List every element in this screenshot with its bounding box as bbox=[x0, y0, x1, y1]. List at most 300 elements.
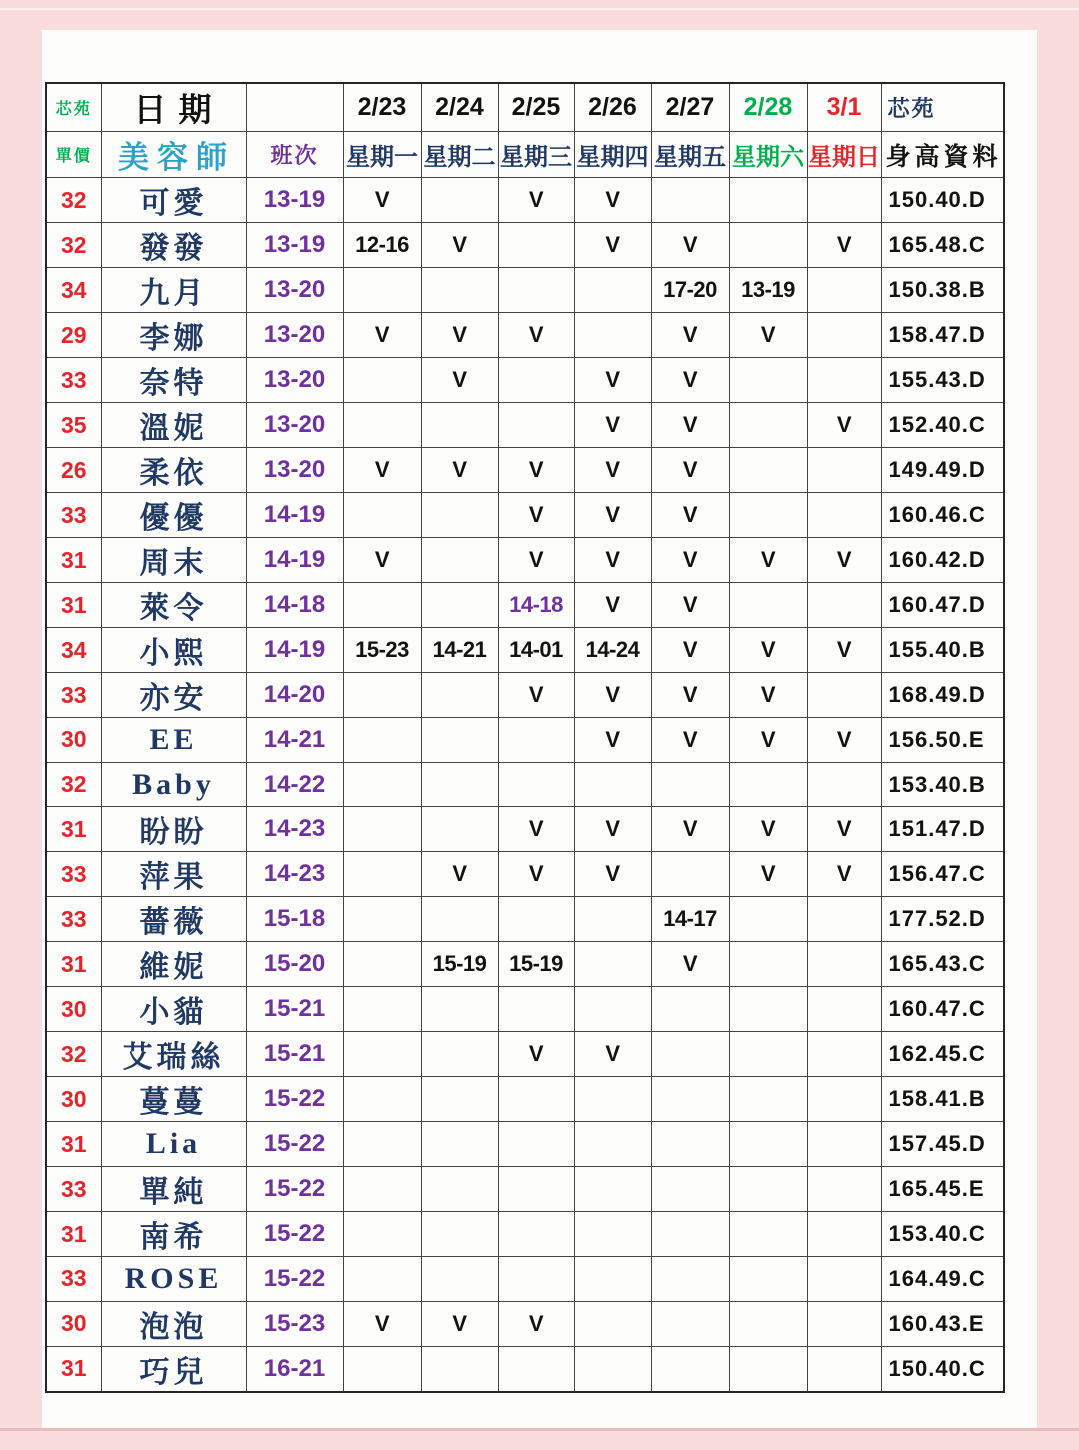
day-cell bbox=[807, 1346, 881, 1392]
price-cell: 31 bbox=[46, 583, 101, 628]
table-row bbox=[46, 538, 1004, 583]
table-row bbox=[46, 852, 1004, 897]
day-cell bbox=[807, 897, 881, 942]
day-cell bbox=[729, 1257, 807, 1302]
day-cell bbox=[343, 358, 421, 403]
day-cell bbox=[421, 268, 498, 313]
day-cell: V bbox=[807, 403, 881, 448]
price-cell: 35 bbox=[46, 403, 101, 448]
day-header: 星期四 bbox=[574, 132, 651, 178]
day-cell: V bbox=[574, 358, 651, 403]
day-cell: 15-19 bbox=[498, 942, 574, 987]
table-row bbox=[46, 1257, 1004, 1302]
day-cell: V bbox=[729, 807, 807, 852]
day-cell bbox=[498, 897, 574, 942]
day-cell: V bbox=[574, 223, 651, 268]
header-row-days bbox=[46, 132, 1004, 178]
day-cell bbox=[498, 1167, 574, 1212]
name-cell: 李娜 bbox=[101, 313, 246, 358]
name-cell: Baby bbox=[101, 762, 246, 807]
day-cell bbox=[343, 807, 421, 852]
date-cell: 2/25 bbox=[498, 83, 574, 132]
day-header: 星期三 bbox=[498, 132, 574, 178]
day-cell bbox=[343, 852, 421, 897]
day-cell bbox=[574, 987, 651, 1032]
day-cell bbox=[574, 1301, 651, 1346]
table-row bbox=[46, 1122, 1004, 1167]
price-cell: 30 bbox=[46, 1301, 101, 1346]
day-cell: V bbox=[651, 583, 729, 628]
table-body bbox=[46, 83, 1004, 1392]
day-cell: V bbox=[651, 628, 729, 673]
info-cell: 157.45.D bbox=[881, 1122, 1004, 1167]
day-cell: V bbox=[343, 178, 421, 223]
day-cell bbox=[729, 897, 807, 942]
day-cell: V bbox=[421, 448, 498, 493]
info-cell: 165.48.C bbox=[881, 223, 1004, 268]
day-cell: V bbox=[729, 538, 807, 583]
table-row bbox=[46, 628, 1004, 673]
day-cell bbox=[343, 583, 421, 628]
day-cell bbox=[343, 1257, 421, 1302]
day-cell bbox=[421, 807, 498, 852]
shift-cell: 13-20 bbox=[246, 403, 343, 448]
shift-cell: 13-19 bbox=[246, 223, 343, 268]
day-cell bbox=[498, 718, 574, 763]
table-row bbox=[46, 942, 1004, 987]
table-row bbox=[46, 403, 1004, 448]
day-cell: V bbox=[651, 942, 729, 987]
day-cell bbox=[574, 1212, 651, 1257]
price-cell: 33 bbox=[46, 897, 101, 942]
price-cell: 30 bbox=[46, 718, 101, 763]
day-cell: V bbox=[498, 1301, 574, 1346]
price-cell: 33 bbox=[46, 1257, 101, 1302]
info-cell: 155.40.B bbox=[881, 628, 1004, 673]
day-cell: V bbox=[651, 493, 729, 538]
date-cell: 2/28 bbox=[729, 83, 807, 132]
date-cell: 2/26 bbox=[574, 83, 651, 132]
day-cell bbox=[343, 268, 421, 313]
price-cell: 33 bbox=[46, 493, 101, 538]
day-cell bbox=[574, 1167, 651, 1212]
shift-header-label: 班次 bbox=[246, 132, 343, 178]
day-cell: V bbox=[651, 807, 729, 852]
day-cell: V bbox=[807, 718, 881, 763]
price-cell: 30 bbox=[46, 987, 101, 1032]
info-cell: 160.47.C bbox=[881, 987, 1004, 1032]
day-cell: V bbox=[574, 718, 651, 763]
day-cell bbox=[421, 493, 498, 538]
info-cell: 150.38.B bbox=[881, 268, 1004, 313]
day-cell: V bbox=[651, 223, 729, 268]
day-header: 星期二 bbox=[421, 132, 498, 178]
day-cell bbox=[343, 942, 421, 987]
day-cell bbox=[651, 1167, 729, 1212]
day-cell: V bbox=[574, 1032, 651, 1077]
shift-cell: 13-20 bbox=[246, 448, 343, 493]
day-cell bbox=[651, 1032, 729, 1077]
table-row bbox=[46, 673, 1004, 718]
day-cell bbox=[574, 942, 651, 987]
day-cell bbox=[498, 223, 574, 268]
day-cell: V bbox=[421, 313, 498, 358]
price-cell: 32 bbox=[46, 223, 101, 268]
day-cell bbox=[421, 1346, 498, 1392]
day-cell bbox=[343, 1346, 421, 1392]
day-cell bbox=[498, 1257, 574, 1302]
shift-cell: 14-19 bbox=[246, 493, 343, 538]
day-cell: V bbox=[421, 358, 498, 403]
name-cell: EE bbox=[101, 718, 246, 763]
table-row bbox=[46, 268, 1004, 313]
day-header: 星期六 bbox=[729, 132, 807, 178]
day-cell bbox=[574, 313, 651, 358]
price-cell: 29 bbox=[46, 313, 101, 358]
table-row bbox=[46, 1346, 1004, 1392]
day-cell bbox=[574, 897, 651, 942]
table-row bbox=[46, 718, 1004, 763]
day-cell bbox=[343, 403, 421, 448]
day-cell: V bbox=[574, 583, 651, 628]
name-cell: 九月 bbox=[101, 268, 246, 313]
day-cell bbox=[574, 268, 651, 313]
day-cell bbox=[498, 403, 574, 448]
day-cell bbox=[421, 762, 498, 807]
shift-cell: 14-23 bbox=[246, 852, 343, 897]
name-cell: 亦安 bbox=[101, 673, 246, 718]
table-row bbox=[46, 762, 1004, 807]
day-cell: V bbox=[807, 628, 881, 673]
day-cell: V bbox=[574, 178, 651, 223]
day-cell bbox=[421, 538, 498, 583]
price-cell: 33 bbox=[46, 1167, 101, 1212]
shift-cell: 15-21 bbox=[246, 1032, 343, 1077]
day-cell: V bbox=[651, 403, 729, 448]
day-cell: V bbox=[807, 538, 881, 583]
info-cell: 158.47.D bbox=[881, 313, 1004, 358]
day-cell bbox=[574, 1346, 651, 1392]
page bbox=[42, 30, 1037, 1428]
shift-cell: 13-20 bbox=[246, 358, 343, 403]
day-cell bbox=[807, 1122, 881, 1167]
date-cell: 2/24 bbox=[421, 83, 498, 132]
shift-cell: 13-20 bbox=[246, 313, 343, 358]
day-cell bbox=[421, 1077, 498, 1122]
day-cell bbox=[421, 178, 498, 223]
day-header: 星期一 bbox=[343, 132, 421, 178]
day-cell: V bbox=[729, 718, 807, 763]
shift-cell: 14-22 bbox=[246, 762, 343, 807]
day-cell: V bbox=[421, 1301, 498, 1346]
table-row bbox=[46, 583, 1004, 628]
day-cell bbox=[729, 762, 807, 807]
table-row bbox=[46, 358, 1004, 403]
table-row bbox=[46, 1077, 1004, 1122]
day-cell: V bbox=[343, 448, 421, 493]
day-cell: V bbox=[574, 852, 651, 897]
date-cell: 2/23 bbox=[343, 83, 421, 132]
price-cell: 31 bbox=[46, 807, 101, 852]
name-cell: 萊令 bbox=[101, 583, 246, 628]
day-cell bbox=[343, 673, 421, 718]
day-cell bbox=[343, 1212, 421, 1257]
day-cell bbox=[343, 1122, 421, 1167]
day-cell bbox=[574, 1077, 651, 1122]
shift-cell: 15-22 bbox=[246, 1122, 343, 1167]
day-cell bbox=[651, 1212, 729, 1257]
day-cell: V bbox=[651, 718, 729, 763]
table-row bbox=[46, 313, 1004, 358]
shift-cell: 15-22 bbox=[246, 1257, 343, 1302]
day-cell: V bbox=[498, 852, 574, 897]
day-cell bbox=[807, 583, 881, 628]
day-cell bbox=[729, 1346, 807, 1392]
day-cell: V bbox=[574, 538, 651, 583]
date-header-label: 日期 bbox=[101, 83, 246, 132]
day-cell: V bbox=[651, 313, 729, 358]
price-cell: 34 bbox=[46, 628, 101, 673]
info-cell: 152.40.C bbox=[881, 403, 1004, 448]
info-cell: 153.40.C bbox=[881, 1212, 1004, 1257]
shift-cell: 15-21 bbox=[246, 987, 343, 1032]
table-row bbox=[46, 178, 1004, 223]
day-cell: V bbox=[343, 1301, 421, 1346]
price-cell: 32 bbox=[46, 178, 101, 223]
info-cell: 177.52.D bbox=[881, 897, 1004, 942]
info-cell: 149.49.D bbox=[881, 448, 1004, 493]
info-cell: 165.45.E bbox=[881, 1167, 1004, 1212]
price-cell: 31 bbox=[46, 1122, 101, 1167]
table-row bbox=[46, 223, 1004, 268]
name-cell: 泡泡 bbox=[101, 1301, 246, 1346]
price-cell: 31 bbox=[46, 538, 101, 583]
day-cell: 15-19 bbox=[421, 942, 498, 987]
name-cell: 柔依 bbox=[101, 448, 246, 493]
shift-cell: 13-19 bbox=[246, 178, 343, 223]
day-cell bbox=[421, 583, 498, 628]
name-cell: 奈特 bbox=[101, 358, 246, 403]
day-cell bbox=[651, 178, 729, 223]
shift-cell: 14-20 bbox=[246, 673, 343, 718]
name-cell: Lia bbox=[101, 1122, 246, 1167]
table-row bbox=[46, 1301, 1004, 1346]
day-cell bbox=[807, 268, 881, 313]
info-cell: 151.47.D bbox=[881, 807, 1004, 852]
table-row bbox=[46, 897, 1004, 942]
day-cell: 14-01 bbox=[498, 628, 574, 673]
table-row bbox=[46, 1032, 1004, 1077]
day-cell: V bbox=[651, 538, 729, 583]
day-cell bbox=[498, 1077, 574, 1122]
day-cell bbox=[343, 493, 421, 538]
day-cell bbox=[421, 403, 498, 448]
day-cell bbox=[807, 493, 881, 538]
price-cell: 31 bbox=[46, 942, 101, 987]
name-cell: 單純 bbox=[101, 1167, 246, 1212]
day-cell bbox=[421, 987, 498, 1032]
name-cell: 優優 bbox=[101, 493, 246, 538]
day-cell: V bbox=[343, 538, 421, 583]
day-cell bbox=[807, 358, 881, 403]
day-cell bbox=[807, 987, 881, 1032]
name-cell: 維妮 bbox=[101, 942, 246, 987]
day-cell: 17-20 bbox=[651, 268, 729, 313]
day-cell bbox=[729, 583, 807, 628]
shift-cell: 14-19 bbox=[246, 538, 343, 583]
day-cell bbox=[498, 987, 574, 1032]
table-row bbox=[46, 448, 1004, 493]
name-cell: 蔓蔓 bbox=[101, 1077, 246, 1122]
name-cell: 小貓 bbox=[101, 987, 246, 1032]
day-cell: V bbox=[574, 493, 651, 538]
shift-cell: 15-22 bbox=[246, 1167, 343, 1212]
day-cell bbox=[729, 1301, 807, 1346]
shift-cell: 14-19 bbox=[246, 628, 343, 673]
day-cell bbox=[807, 673, 881, 718]
day-cell bbox=[807, 1167, 881, 1212]
day-cell bbox=[729, 1077, 807, 1122]
day-cell bbox=[421, 673, 498, 718]
table-row bbox=[46, 987, 1004, 1032]
day-cell bbox=[421, 1257, 498, 1302]
day-cell bbox=[574, 1257, 651, 1302]
info-cell: 156.50.E bbox=[881, 718, 1004, 763]
day-cell bbox=[807, 178, 881, 223]
price-cell: 34 bbox=[46, 268, 101, 313]
day-cell: V bbox=[343, 313, 421, 358]
day-cell bbox=[343, 1077, 421, 1122]
shift-cell: 14-18 bbox=[246, 583, 343, 628]
price-cell: 33 bbox=[46, 852, 101, 897]
day-cell bbox=[729, 942, 807, 987]
name-cell: ROSE bbox=[101, 1257, 246, 1302]
day-cell bbox=[651, 1077, 729, 1122]
info-cell: 160.46.C bbox=[881, 493, 1004, 538]
day-cell: V bbox=[807, 852, 881, 897]
day-cell bbox=[729, 223, 807, 268]
info-cell: 160.47.D bbox=[881, 583, 1004, 628]
info-cell: 153.40.B bbox=[881, 762, 1004, 807]
info-cell: 158.41.B bbox=[881, 1077, 1004, 1122]
info-header-label: 身高資料 bbox=[881, 132, 1004, 178]
day-cell: V bbox=[421, 852, 498, 897]
day-cell bbox=[729, 403, 807, 448]
shift-cell: 15-22 bbox=[246, 1212, 343, 1257]
day-cell bbox=[343, 762, 421, 807]
day-cell bbox=[729, 1032, 807, 1077]
day-cell bbox=[729, 1212, 807, 1257]
day-cell: V bbox=[498, 313, 574, 358]
price-header-label: 單價 bbox=[46, 132, 101, 178]
table-row bbox=[46, 493, 1004, 538]
info-cell: 164.49.C bbox=[881, 1257, 1004, 1302]
day-cell: 15-23 bbox=[343, 628, 421, 673]
day-cell bbox=[729, 178, 807, 223]
name-cell: 盼盼 bbox=[101, 807, 246, 852]
name-cell: 巧兒 bbox=[101, 1346, 246, 1392]
day-cell bbox=[421, 718, 498, 763]
day-cell: 12-16 bbox=[343, 223, 421, 268]
day-cell bbox=[807, 1032, 881, 1077]
day-cell bbox=[498, 1346, 574, 1392]
day-cell bbox=[498, 1122, 574, 1167]
day-cell bbox=[729, 1122, 807, 1167]
day-cell: V bbox=[729, 673, 807, 718]
day-cell: 14-24 bbox=[574, 628, 651, 673]
info-cell: 162.45.C bbox=[881, 1032, 1004, 1077]
day-cell bbox=[574, 762, 651, 807]
table-row bbox=[46, 1212, 1004, 1257]
price-cell: 33 bbox=[46, 673, 101, 718]
day-cell bbox=[421, 1212, 498, 1257]
name-cell: 萍果 bbox=[101, 852, 246, 897]
price-cell: 30 bbox=[46, 1077, 101, 1122]
day-cell: V bbox=[421, 223, 498, 268]
day-cell bbox=[498, 1212, 574, 1257]
day-cell: V bbox=[498, 493, 574, 538]
info-cell: 156.47.C bbox=[881, 852, 1004, 897]
info-cell: 155.43.D bbox=[881, 358, 1004, 403]
corner-label-top-left: 芯苑 bbox=[46, 83, 101, 132]
info-cell: 165.43.C bbox=[881, 942, 1004, 987]
name-cell: 南希 bbox=[101, 1212, 246, 1257]
header-row-dates bbox=[46, 83, 1004, 132]
frame-bottom-edge bbox=[0, 1428, 1079, 1431]
day-cell: V bbox=[574, 807, 651, 852]
day-cell: 14-17 bbox=[651, 897, 729, 942]
info-cell: 168.49.D bbox=[881, 673, 1004, 718]
name-cell: 發發 bbox=[101, 223, 246, 268]
blank-header-cell bbox=[246, 83, 343, 132]
price-cell: 32 bbox=[46, 1032, 101, 1077]
day-cell bbox=[574, 1122, 651, 1167]
day-cell bbox=[651, 1301, 729, 1346]
info-cell: 150.40.D bbox=[881, 178, 1004, 223]
day-cell: V bbox=[574, 673, 651, 718]
name-cell: 小熙 bbox=[101, 628, 246, 673]
day-cell bbox=[807, 1212, 881, 1257]
day-cell: 14-21 bbox=[421, 628, 498, 673]
frame-top-line bbox=[0, 8, 1079, 10]
day-cell bbox=[421, 1167, 498, 1212]
day-cell bbox=[807, 942, 881, 987]
price-cell: 31 bbox=[46, 1212, 101, 1257]
day-cell bbox=[807, 313, 881, 358]
day-cell bbox=[651, 987, 729, 1032]
info-cell: 160.43.E bbox=[881, 1301, 1004, 1346]
day-cell: V bbox=[729, 313, 807, 358]
day-cell bbox=[498, 268, 574, 313]
day-cell bbox=[729, 987, 807, 1032]
day-cell bbox=[729, 493, 807, 538]
info-cell: 150.40.C bbox=[881, 1346, 1004, 1392]
day-cell bbox=[651, 1346, 729, 1392]
name-cell: 艾瑞絲 bbox=[101, 1032, 246, 1077]
shift-cell: 14-23 bbox=[246, 807, 343, 852]
day-cell bbox=[807, 1301, 881, 1346]
corner-label-top-right: 芯苑 bbox=[881, 83, 1004, 132]
table-row bbox=[46, 807, 1004, 852]
day-cell bbox=[807, 1077, 881, 1122]
day-cell: V bbox=[807, 807, 881, 852]
date-cell: 2/27 bbox=[651, 83, 729, 132]
name-cell: 可愛 bbox=[101, 178, 246, 223]
day-cell: V bbox=[498, 673, 574, 718]
day-cell bbox=[498, 762, 574, 807]
shift-cell: 15-20 bbox=[246, 942, 343, 987]
name-cell: 溫妮 bbox=[101, 403, 246, 448]
